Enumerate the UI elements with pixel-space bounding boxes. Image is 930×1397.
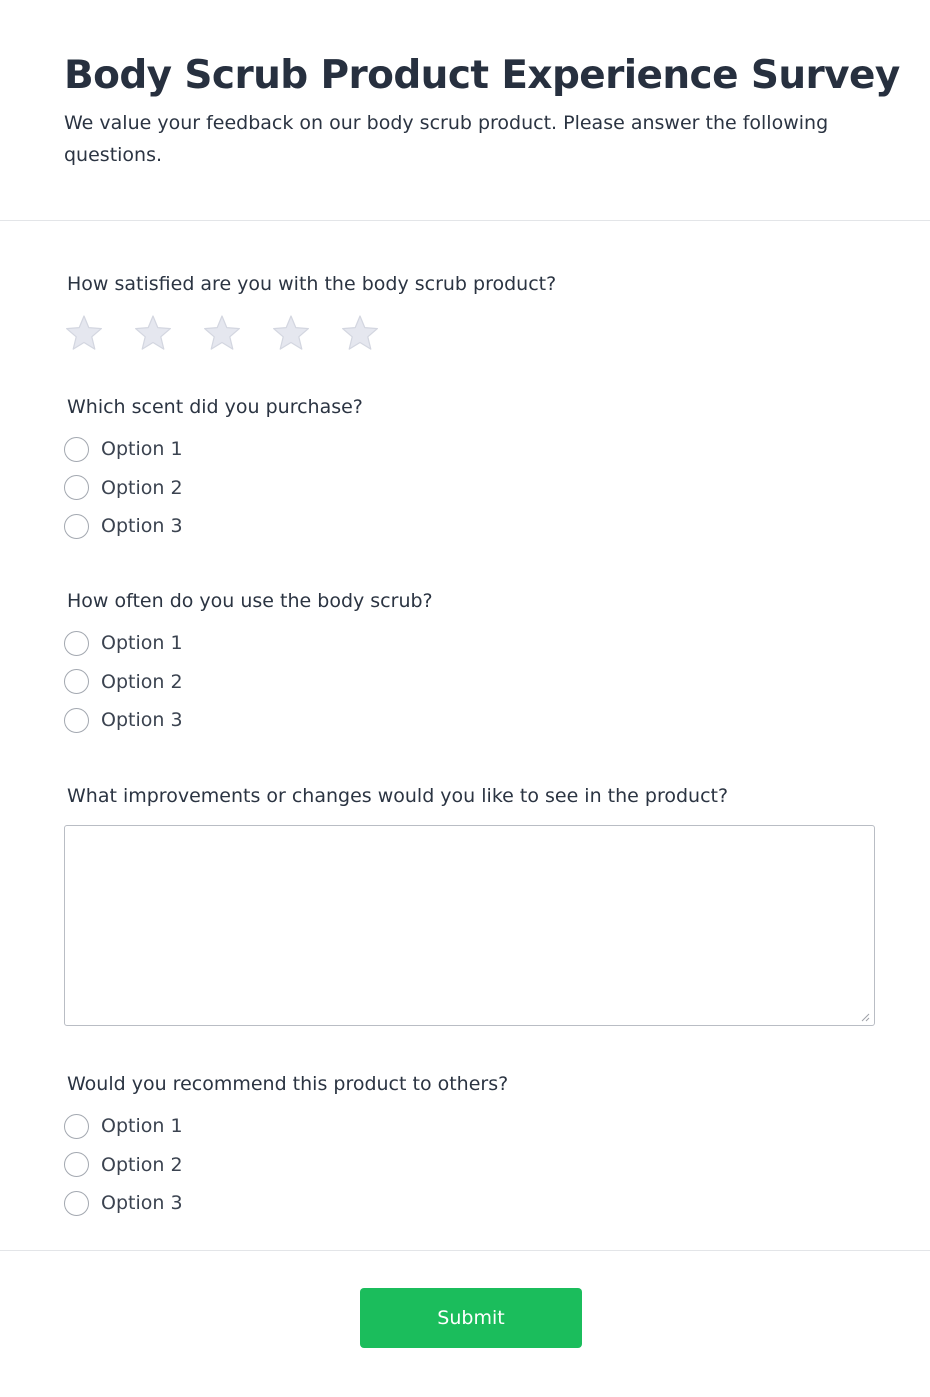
- radio-label: Option 2: [101, 476, 183, 499]
- radio-option[interactable]: [64, 507, 183, 546]
- question-satisfaction: How satisfied are you with the body scrub product?: [67, 273, 557, 295]
- radio-option[interactable]: [64, 1107, 183, 1146]
- resize-handle-icon[interactable]: [858, 1010, 870, 1022]
- radio-label: Option 2: [101, 670, 183, 693]
- radio-label: Option 3: [101, 515, 183, 538]
- radio-option[interactable]: [64, 1146, 183, 1185]
- star-icon[interactable]: [64, 313, 104, 353]
- radio-label: Option 3: [101, 1192, 183, 1215]
- radio-button[interactable]: [64, 708, 89, 733]
- radio-option[interactable]: [64, 701, 183, 740]
- radio-option[interactable]: [64, 1184, 183, 1223]
- radio-option[interactable]: [64, 469, 183, 508]
- question-scent: Which scent did you purchase?: [67, 396, 363, 418]
- radio-label: Option 1: [101, 438, 183, 461]
- recommend-radio-group: [64, 1107, 183, 1223]
- scent-radio-group: [64, 430, 183, 546]
- radio-button[interactable]: [64, 514, 89, 539]
- frequency-radio-group: [64, 624, 183, 740]
- survey-header: [0, 0, 930, 221]
- star-icon[interactable]: [133, 313, 173, 353]
- star-icon[interactable]: [340, 313, 380, 353]
- radio-label: Option 1: [101, 1115, 183, 1138]
- radio-option[interactable]: [64, 663, 183, 702]
- radio-button[interactable]: [64, 669, 89, 694]
- question-recommend: Would you recommend this product to others?: [67, 1073, 509, 1095]
- radio-button[interactable]: [64, 631, 89, 656]
- footer-divider: [0, 1250, 930, 1251]
- star-icon[interactable]: [271, 313, 311, 353]
- star-rating[interactable]: [64, 313, 409, 353]
- radio-button[interactable]: [64, 1114, 89, 1139]
- radio-button[interactable]: [64, 1191, 89, 1216]
- page-subtitle: We value your feedback on our body scrub product. Please answer the following questions.: [64, 112, 829, 166]
- radio-button[interactable]: [64, 1152, 89, 1177]
- improvements-textarea[interactable]: [64, 825, 875, 1026]
- radio-option[interactable]: [64, 624, 183, 663]
- submit-button[interactable]: Submit: [360, 1288, 582, 1348]
- question-improvements: What improvements or changes would you like to see in the product?: [67, 785, 729, 807]
- radio-label: Option 3: [101, 709, 183, 732]
- radio-option[interactable]: [64, 430, 183, 469]
- question-frequency: How often do you use the body scrub?: [67, 590, 433, 612]
- radio-button[interactable]: [64, 437, 89, 462]
- radio-label: Option 2: [101, 1153, 183, 1176]
- star-icon[interactable]: [202, 313, 242, 353]
- radio-button[interactable]: [64, 475, 89, 500]
- page-title: Body Scrub Product Experience Survey: [64, 53, 900, 98]
- radio-label: Option 1: [101, 632, 183, 655]
